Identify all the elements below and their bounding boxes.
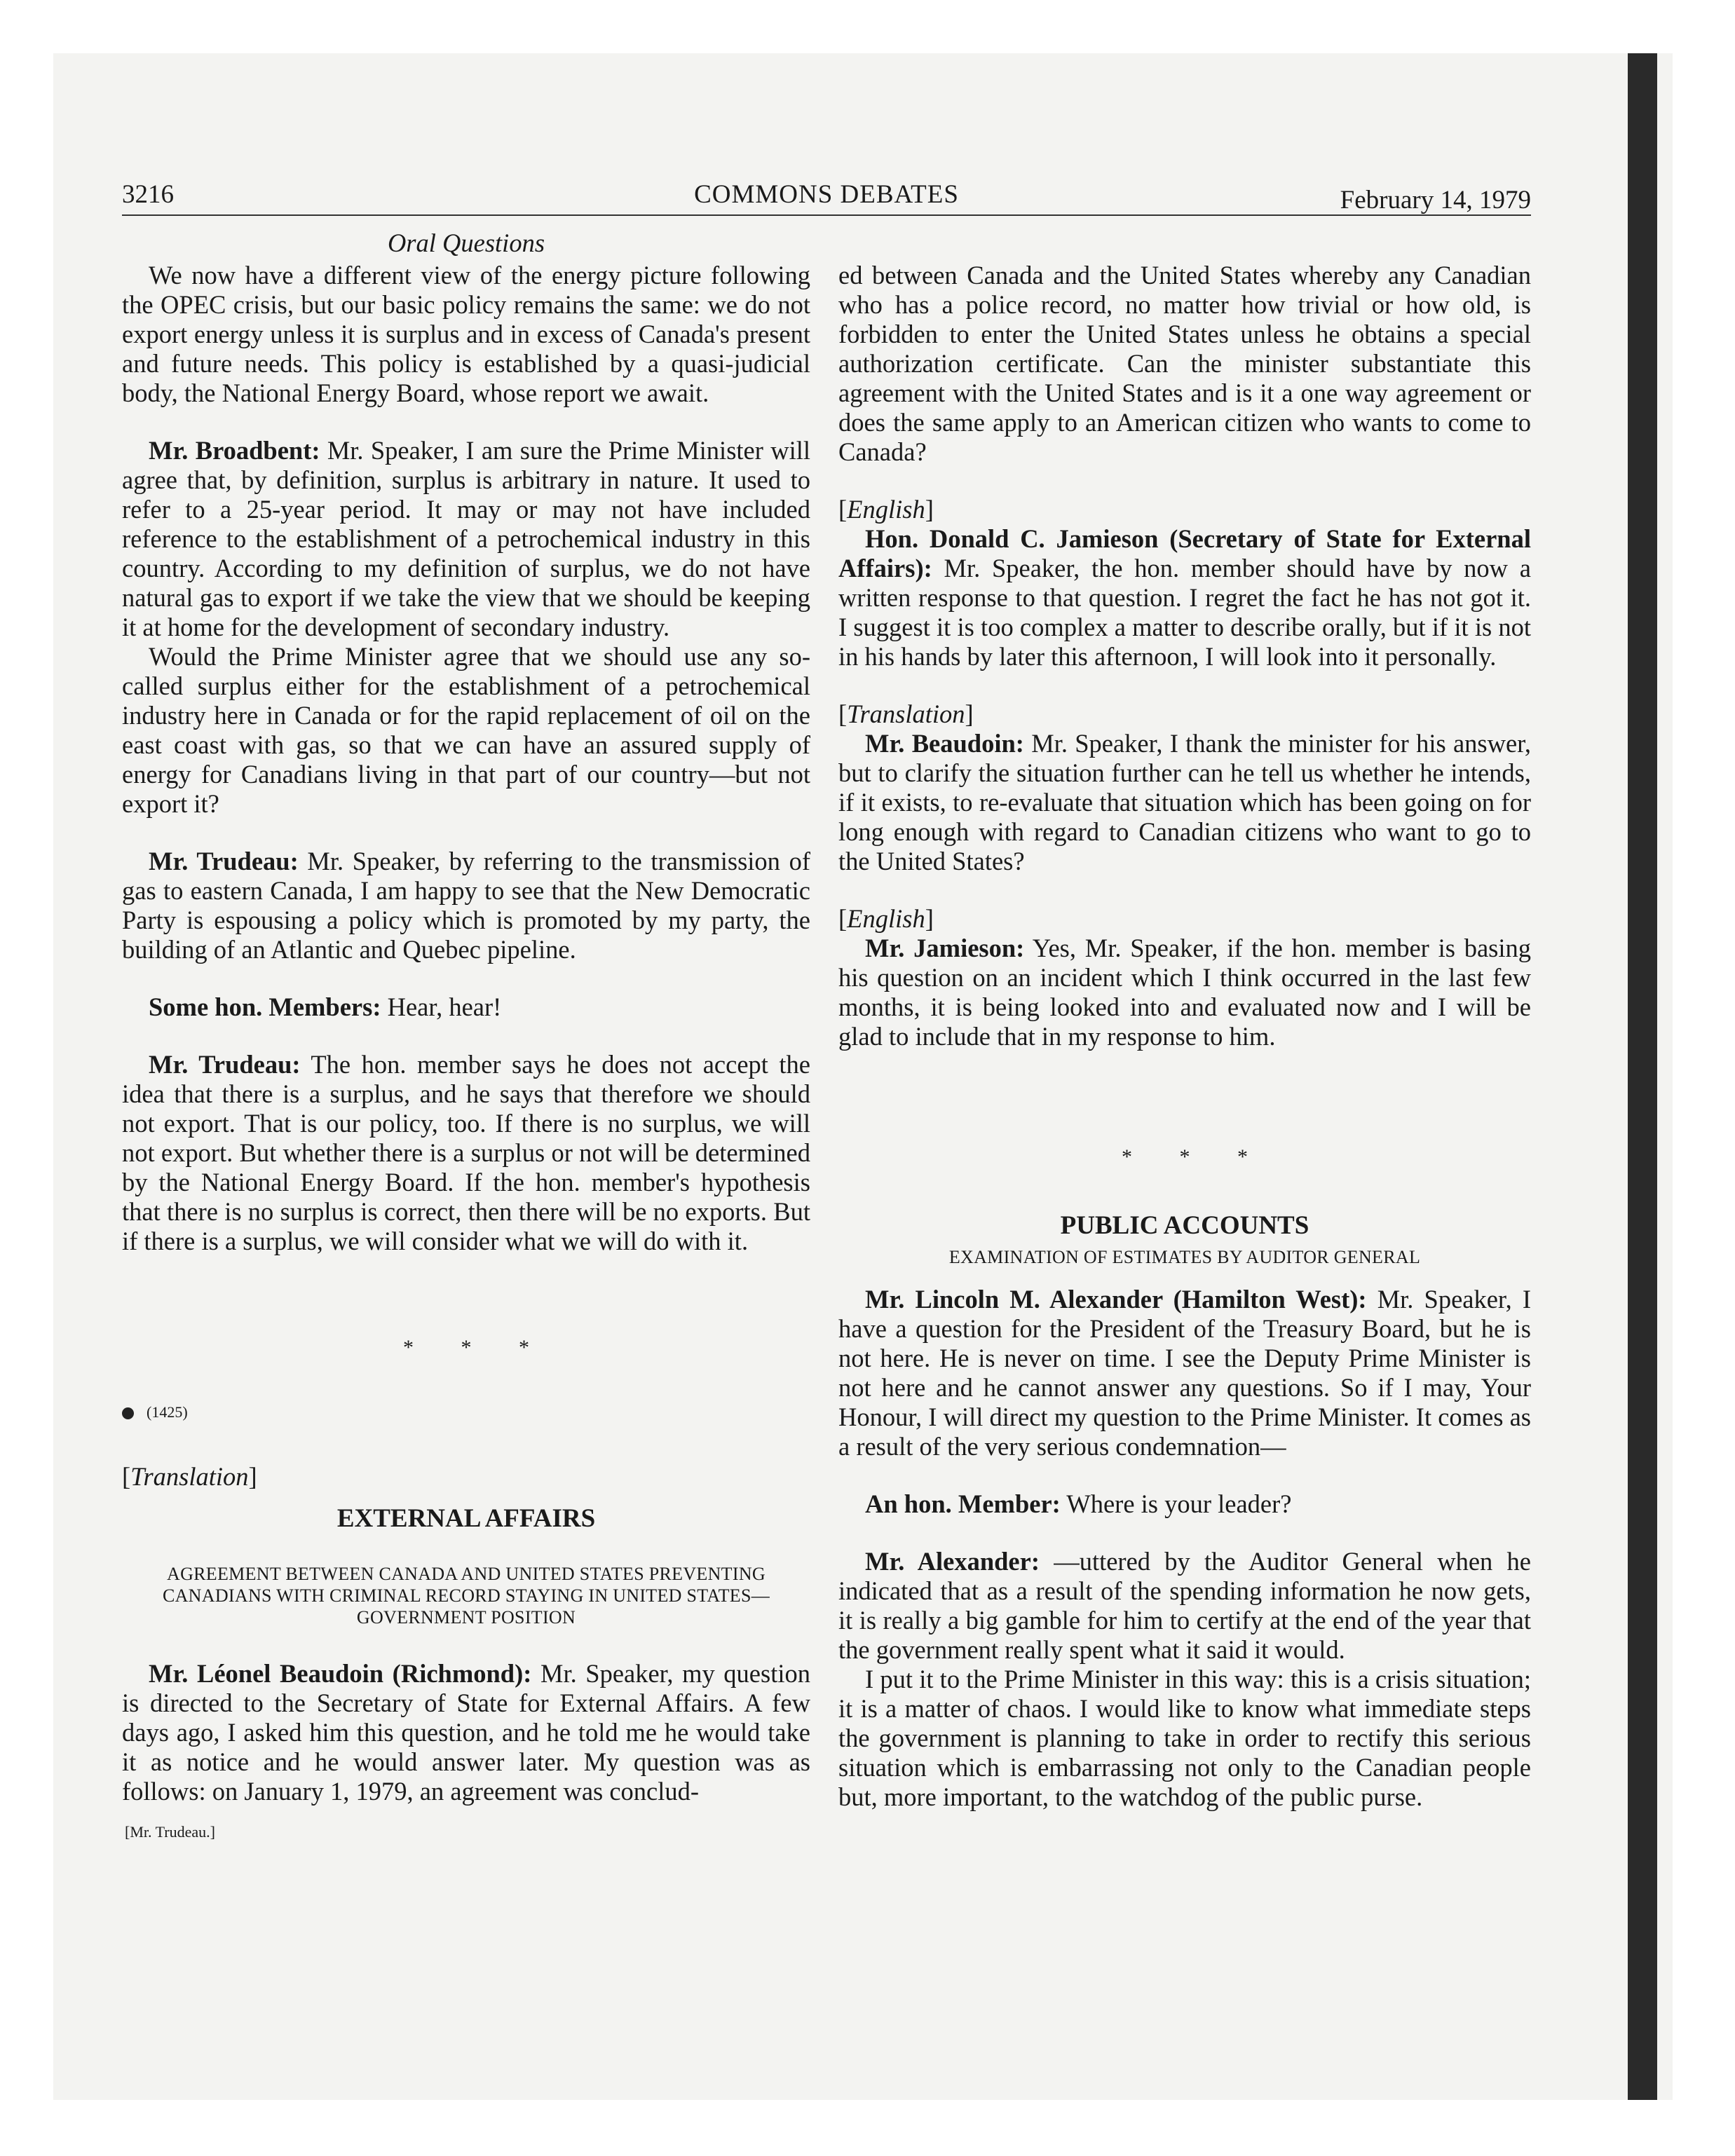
language-note: [ English ]: [838, 904, 1531, 934]
speaker-name: Mr. Beaudoin:: [865, 729, 1024, 758]
speaker-name: Mr. Jamieson:: [865, 934, 1025, 962]
speaker-name: An hon. Member:: [865, 1489, 1061, 1518]
speech-text: The hon. member says he does not accept the idea that there is a surplus, and he says that therefore we should not export. That is our policy, too. If there is no surplus, we will not export. But whether there is a surplus or not will be determined by the National Energy Board. If the hon. member's hypothesis that there is no surplus is correct, then there will be no exports. But if there is a surplus, we will consider what we will do with it.: [122, 1050, 810, 1255]
section-title: PUBLIC ACCOUNTS: [1060, 1211, 1309, 1240]
speech-text: Yes, Mr. Speaker, if the hon. member is basing his question on an incident which I think occurred in the last few months, it is being looked into and evaluated now and I will be glad to include that in my response to him.: [838, 934, 1531, 1051]
language-note: [ Translation ]: [122, 1462, 810, 1492]
speaker-name: Mr. Trudeau:: [149, 1050, 301, 1079]
left-column: [122, 228, 810, 1847]
speech-text: Mr. Speaker, by referring to the transmission of gas to eastern Canada, I am happy to see that the New Democratic Party is espousing a policy which is promoted by my party, the building of an Atlantic and Quebec pipeline.: [122, 847, 810, 964]
speech-text: Mr. Speaker, I have a question for the President of the Treasury Board, but he is not here. He is never on time. I see the Deputy Prime Minister is not here and he cannot answer any questions. So if I may, Your Honour, I will direct my question to the Prime Minister. It comes as a result of the very serious condemnation—: [838, 1285, 1531, 1461]
speaker-name: Some hon. Members:: [149, 992, 381, 1021]
speech-trudeau: [122, 1050, 810, 1256]
paragraph: ed between Canada and the United States whereby any Canadian who has a police record, no matter how trivial or how old, is forbidden to enter the United States unless he obtains a special authorization certificate. Can the minister substantiate this agreement with the United States and is it a one way agreement or does the same apply to an American citizen who wants to come to Canada?: [838, 261, 1531, 466]
speaker-name: Mr. Broadbent:: [149, 436, 320, 465]
paragraph: I put it to the Prime Minister in this way: this is a crisis situation; it is a matter of chaos. I would like to know what immediate steps the government is planning to take in order to rectify this serious situation which is embarrassing not only to the Canadian people but, more important, to the watchdog of the public purse.: [838, 1665, 1531, 1811]
section-title: EXTERNAL AFFAIRS: [336, 1504, 596, 1533]
paragraph: Would the Prime Minister agree that we should use any so-called surplus either for the establishment of a petrochemical industry here in Canada or for the rapid replacement of oil on the east coast with gas, so that we can have an assured supply of energy for Canadians living in that part of our country—but not export it?: [122, 642, 810, 818]
section-separator: * * *: [1122, 1145, 1269, 1168]
speech-alexander: [838, 1547, 1531, 1665]
speaker-name: Mr. Léonel Beaudoin (Richmond):: [149, 1659, 532, 1688]
speech-text: Where is your leader?: [1060, 1489, 1292, 1518]
time-marker: (1425): [122, 1398, 810, 1427]
speech-trudeau: [122, 847, 810, 964]
subsection-title: AGREEMENT BETWEEN CANADA AND UNITED STATES PREVENTING CANADIANS WITH CRIMINAL RECORD STAYING IN UNITED STATES—GOVERNMENT POSITION: [162, 1564, 770, 1628]
page-header: [122, 175, 1531, 216]
section-separator: * * *: [403, 1336, 550, 1359]
speech-jamieson: [838, 934, 1531, 1051]
speech-member: [838, 1489, 1531, 1519]
issue-date: February 14, 1979: [1340, 186, 1531, 214]
page-number: 3216: [122, 180, 174, 209]
speech-text: —uttered by the Auditor General when he indicated that as a result of the spending information he now gets, it is really a big gamble for him to certify at the end of the year that the government really spent what it said it would.: [838, 1547, 1531, 1664]
speech-beaudoin: [122, 1659, 810, 1806]
speaker-name: Mr. Lincoln M. Alexander (Hamilton West):: [865, 1285, 1367, 1314]
speaker-name: Mr. Alexander:: [865, 1547, 1040, 1576]
language-note: [ Translation ]: [838, 700, 1531, 729]
paragraph: We now have a different view of the energy picture following the OPEC crisis, but our basic policy remains the same: we do not export energy unless it is surplus and in excess of Canada's present and future needs. This policy is established by a quasi-judicial body, the National Energy Board, whose report we await.: [122, 261, 810, 407]
speaker-name: Hon. Donald C. Jamieson (Secretary of State for External Affairs):: [838, 524, 1531, 582]
rubric-oral-questions: Oral Questions: [387, 228, 545, 257]
scan-edge-shadow: [1628, 53, 1657, 2100]
speech-beaudoin: [838, 729, 1531, 876]
speech-members: [122, 992, 810, 1022]
bullet-dot-icon: [122, 1407, 134, 1419]
subsection-title: EXAMINATION OF ESTIMATES BY AUDITOR GENERAL: [948, 1247, 1421, 1267]
speech-text: Mr. Speaker, the hon. member should have by now a written response to that question. I regret the fact he has not got it. I suggest it is too complex a matter to describe orally, but if it is not in his hands by later this afternoon, I will look into it personally.: [838, 554, 1531, 671]
speech-broadbent: [122, 436, 810, 642]
speaker-footnote: [Mr. Trudeau.]: [125, 1823, 215, 1841]
language-note: [ English ]: [838, 495, 1531, 524]
speaker-name: Mr. Trudeau:: [149, 847, 299, 875]
speech-text: Mr. Speaker, my question is directed to the Secretary of State for External Affairs. A few days ago, I asked him this question, and he told me he would take it as notice and he would answer later. My question was as follows: on January 1, 1979, an agreement was conclud-: [122, 1659, 810, 1806]
publication-title: COMMONS DEBATES: [694, 180, 959, 209]
speech-text: Hear, hear!: [381, 992, 502, 1021]
speech-text: Mr. Speaker, I am sure the Prime Minister will agree that, by definition, surplus is arbitrary in nature. It used to refer to a 25-year period. It may or may not have included reference to the establishment of a petrochemical industry in this country. According to my definition of surplus, we do not have natural gas to export if we take the view that we should be keeping it at home for the development of secondary industry.: [122, 436, 810, 641]
speech-alexander: [838, 1285, 1531, 1461]
speech-jamieson: [838, 524, 1531, 671]
right-column: [838, 228, 1531, 1812]
speech-text: Mr. Speaker, I thank the minister for his answer, but to clarify the situation further can he tell us whether he intends, if it exists, to re-evaluate that situation which has been going on for long enough with regard to Canadian citizens who want to go to the United States?: [838, 729, 1532, 875]
